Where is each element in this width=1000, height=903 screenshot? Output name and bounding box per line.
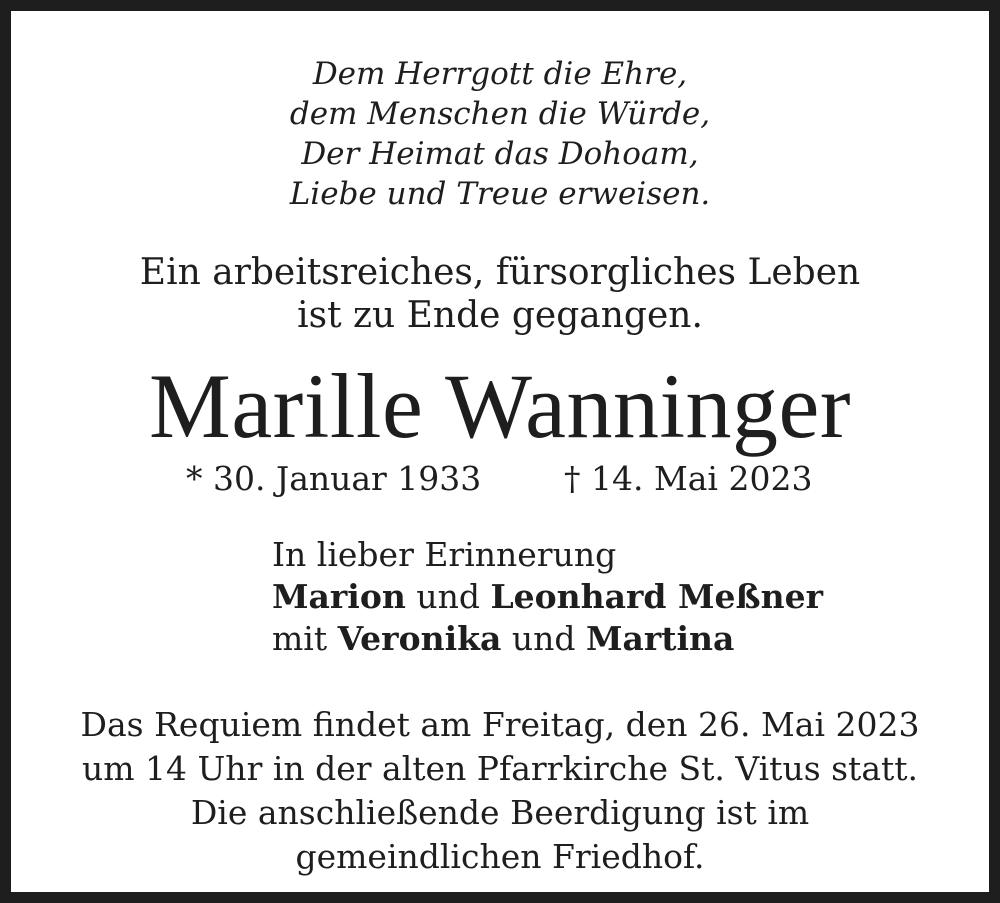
service-info-line: um 14 Uhr in der alten Pfarrkirche St. Vitus statt. bbox=[81, 749, 919, 788]
mourner-connector: und bbox=[405, 577, 491, 616]
mourner-name: Marion bbox=[272, 577, 406, 616]
life-dates bbox=[11, 457, 989, 501]
mourners-line bbox=[272, 617, 734, 661]
intro-line: Ein arbeitsreiches, fürsorgliches Leben bbox=[139, 252, 861, 293]
service-info-line: Die anschließende Beerdigung ist im bbox=[190, 793, 810, 832]
service-info-line: gemeindlichen Friedhof. bbox=[295, 837, 705, 876]
deceased-name: Marille Wanninger bbox=[149, 355, 851, 457]
verse-line: Liebe und Treue erweisen. bbox=[289, 176, 711, 212]
mourner-name: Leonhard Meßner bbox=[490, 577, 823, 616]
mourner-prefix: mit bbox=[272, 619, 338, 658]
verse-line: Dem Herrgott die Ehre, bbox=[312, 56, 688, 92]
mourner-connector: und bbox=[501, 619, 586, 658]
death-date: † 14. Mai 2023 bbox=[564, 459, 813, 498]
mourners-line bbox=[272, 575, 823, 619]
verse-line: dem Menschen die Würde, bbox=[289, 96, 711, 132]
intro-line: ist zu Ende gegangen. bbox=[297, 295, 703, 336]
mourner-name: Martina bbox=[585, 619, 735, 658]
mourner-name: Veronika bbox=[337, 619, 502, 658]
memory-heading: In lieber Erinnerung bbox=[272, 535, 617, 574]
service-info-line: Das Requiem findet am Freitag, den 26. Mai 2023 bbox=[80, 705, 920, 744]
verse-line: Der Heimat das Dohoam, bbox=[301, 136, 699, 172]
birth-date: * 30. Januar 1933 bbox=[186, 459, 482, 498]
